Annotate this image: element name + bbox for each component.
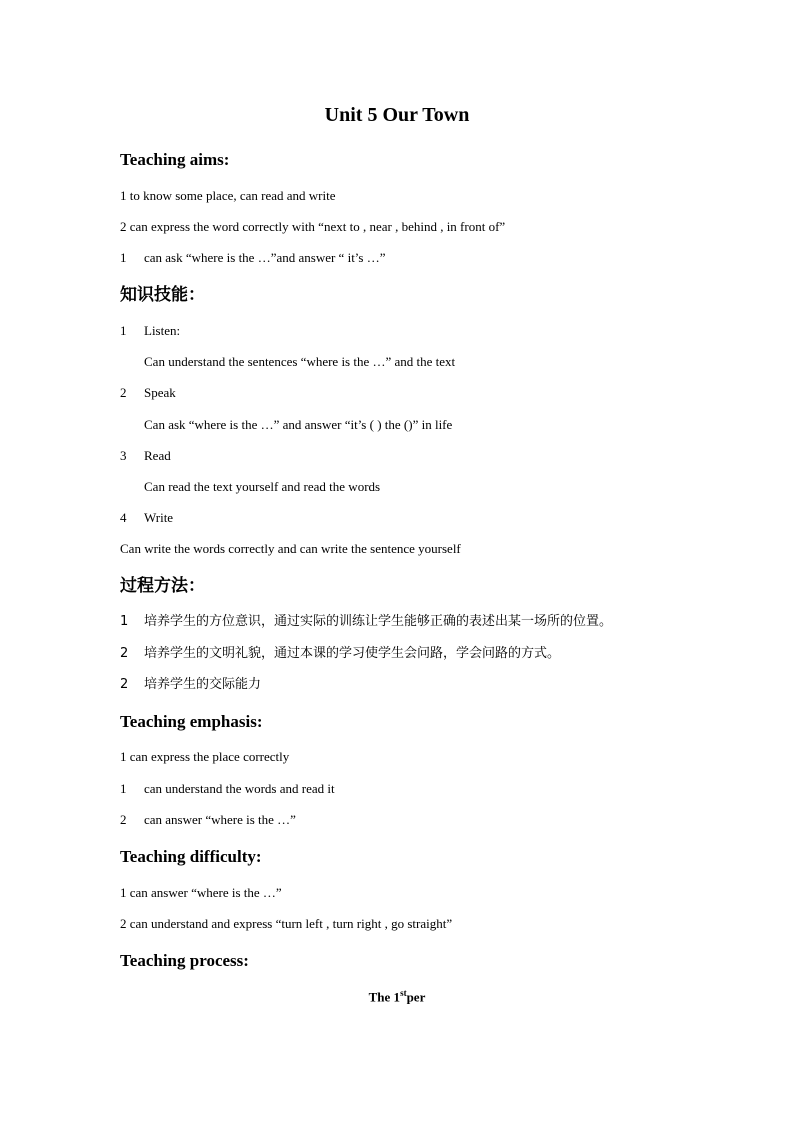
skills-read-label: Read	[144, 448, 171, 463]
skills-heading: 知识技能：	[120, 285, 205, 305]
difficulty-line-2: 2 can understand and express “turn left , turn right , go straight”	[120, 916, 453, 931]
page-title: Unit 5 Our Town	[324, 104, 470, 126]
pm-item-3-num: 2	[120, 677, 129, 692]
period-pre: The 1	[368, 989, 401, 1005]
skills-write-text: Can write the words correctly and can write the sentence yourself	[120, 541, 461, 556]
emphasis-item-3	[120, 812, 296, 828]
pm-item-1-text: 培养学生的方位意识，通过实际的训练让学生能够正确的表述出某一场所的位置。	[144, 614, 613, 629]
aims-item-2: 2 can express the word correctly with “next to , near , behind , in front of”	[120, 219, 506, 234]
process-method-item-1	[120, 614, 612, 630]
aims-item-3-num: 1	[120, 250, 127, 265]
skills-listen	[120, 323, 180, 339]
teaching-difficulty-heading: Teaching difficulty:	[120, 847, 262, 866]
skills-write-num: 4	[120, 510, 127, 525]
teaching-aims-heading: Teaching aims:	[120, 150, 230, 169]
skills-speak-label: Speak	[144, 385, 176, 400]
difficulty-line-1: 1 can answer “where is the …”	[120, 885, 282, 900]
teaching-emphasis-heading: Teaching emphasis:	[120, 712, 263, 731]
emphasis-item-2	[120, 781, 335, 797]
process-method-heading: 过程方法：	[120, 576, 205, 596]
skills-write	[120, 510, 173, 526]
process-method-item-2	[120, 646, 560, 662]
teaching-process-heading: Teaching process:	[120, 951, 249, 970]
aims-item-3-text: can ask “where is the …”and answer “ it’s …”	[144, 250, 386, 265]
emphasis-item-2-num: 1	[120, 781, 127, 796]
emphasis-item-3-text: can answer “where is the …”	[144, 812, 296, 827]
skills-read	[120, 448, 171, 464]
skills-listen-text: Can understand the sentences “where is the …” and the text	[144, 354, 456, 369]
skills-listen-num: 1	[120, 323, 127, 338]
skills-write-label: Write	[144, 510, 174, 525]
pm-item-1-num: 1	[120, 614, 129, 629]
pm-item-2-text: 培养学生的文明礼貌，通过本课的学习使学生会问路，学会问路的方式。	[144, 646, 561, 661]
emphasis-item-3-num: 2	[120, 812, 127, 827]
period-post: per	[406, 989, 426, 1005]
pm-item-3-text: 培养学生的交际能力	[144, 677, 262, 692]
pm-item-2-num: 2	[120, 646, 129, 661]
skills-read-num: 3	[120, 448, 127, 463]
skills-read-text: Can read the text yourself and read the words	[144, 479, 381, 494]
skills-speak-num: 2	[120, 385, 127, 400]
emphasis-line-1: 1 can express the place correctly	[120, 749, 290, 764]
emphasis-item-2-text: can understand the words and read it	[144, 781, 335, 796]
skills-speak-text: Can ask “where is the …” and answer “it’s ( ) the ()” in life	[144, 417, 453, 432]
aims-item-3	[120, 250, 386, 266]
skills-listen-label: Listen:	[144, 323, 181, 338]
process-method-item-3	[120, 677, 261, 693]
period-sup: st	[400, 988, 407, 998]
skills-speak	[120, 385, 176, 401]
period-label	[0, 988, 794, 1005]
aims-item-1: 1 to know some place, can read and write	[120, 188, 336, 203]
